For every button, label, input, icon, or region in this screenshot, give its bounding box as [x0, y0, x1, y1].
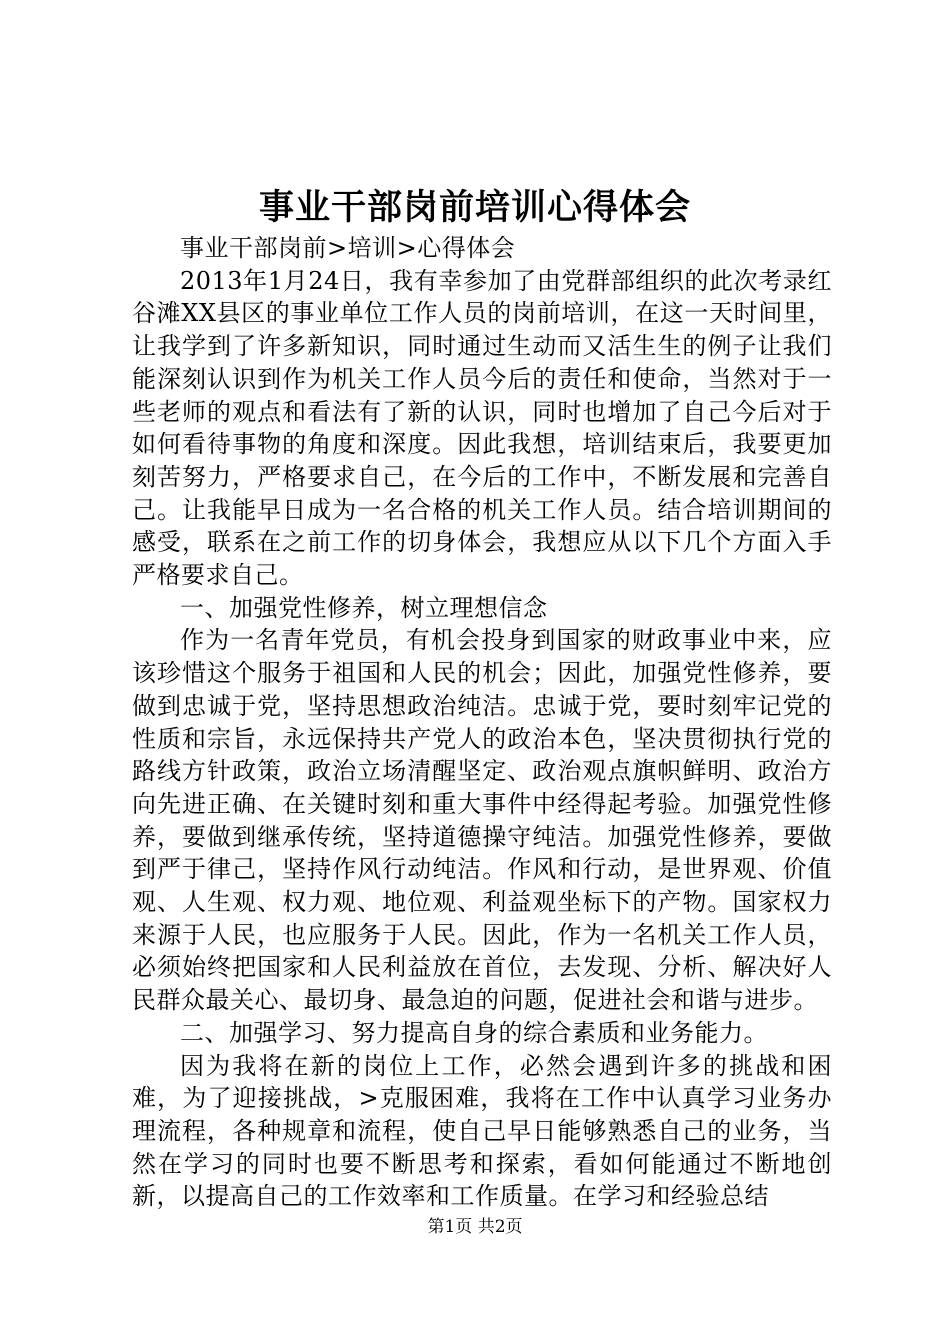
page-footer: 第1页 共2页	[427, 1217, 523, 1237]
section-heading-2: 二、加强学习、努力提高自身的综合素质和业务能力。	[180, 1018, 768, 1047]
document-title: 事业干部岗前培训心得体会	[258, 187, 691, 228]
paragraph-section-2: 因为我将在新的岗位上工作，必然会遇到许多的挑战和困难，为了迎接挑战，>克服困难，我将在工作中认真学习业务办理流程，各种规章和流程，使自己早日能够熟悉自己的业务，当然在学习的同时也要不断思考和探索，看如何能通过不断地创新，以提高自己的工作效率和工作质量。在学习和经验总结	[132, 1051, 832, 1211]
paragraph-intro: 2013年1月24日，我有幸参加了由党群部组织的此次考录红谷滩XX县区的事业单位工作人员的岗前培训，在这一天时间里，让我学到了许多新知识，同时通过生动而又活生生的例子让我们能深刻认识到作为机关工作人员今后的责任和使命，当然对于一些老师的观点和看法有了新的认识，同时也增加了自己今后对于如何看待事物的角度和深度。因此我想，培训结束后，我要更加刻苦努力，严格要求自己，在今后的工作中，不断发展和完善自己。让我能早日成为一名合格的机关工作人员。结合培训期间的感受，联系在之前工作的切身体会，我想应从以下几个方面入手严格要求自己。	[132, 266, 832, 590]
section-heading-1: 一、加强党性修养，树立理想信念	[180, 593, 548, 622]
paragraph-section-1: 作为一名青年党员，有机会投身到国家的财政事业中来，应该珍惜这个服务于祖国和人民的机会；因此，加强党性修养，要做到忠诚于党，坚持思想政治纯洁。忠诚于党，要时刻牢记党的性质和宗旨，永远保持共产党人的政治本色，坚决贯彻执行党的路线方针政策，政治立场清醒坚定、政治观点旗帜鲜明、政治方向先进正确、在关键时刻和重大事件中经得起考验。加强党性修养，要做到继承传统，坚持道德操守纯洁。加强党性修养，要做到严于律己，坚持作风行动纯洁。作风和行动，是世界观、价值观、人生观、权力观、地位观、利益观坐标下的产物。国家权力来源于人民，也应服务于人民。因此，作为一名机关工作人员，必须始终把国家和人民利益放在首位，去发现、分析、解决好人民群众最关心、最切身、最急迫的问题，促进社会和谐与进步。	[132, 626, 832, 1015]
document-body	[132, 232, 832, 1213]
subtitle-line: 事业干部岗前>培训>心得体会	[180, 234, 516, 262]
